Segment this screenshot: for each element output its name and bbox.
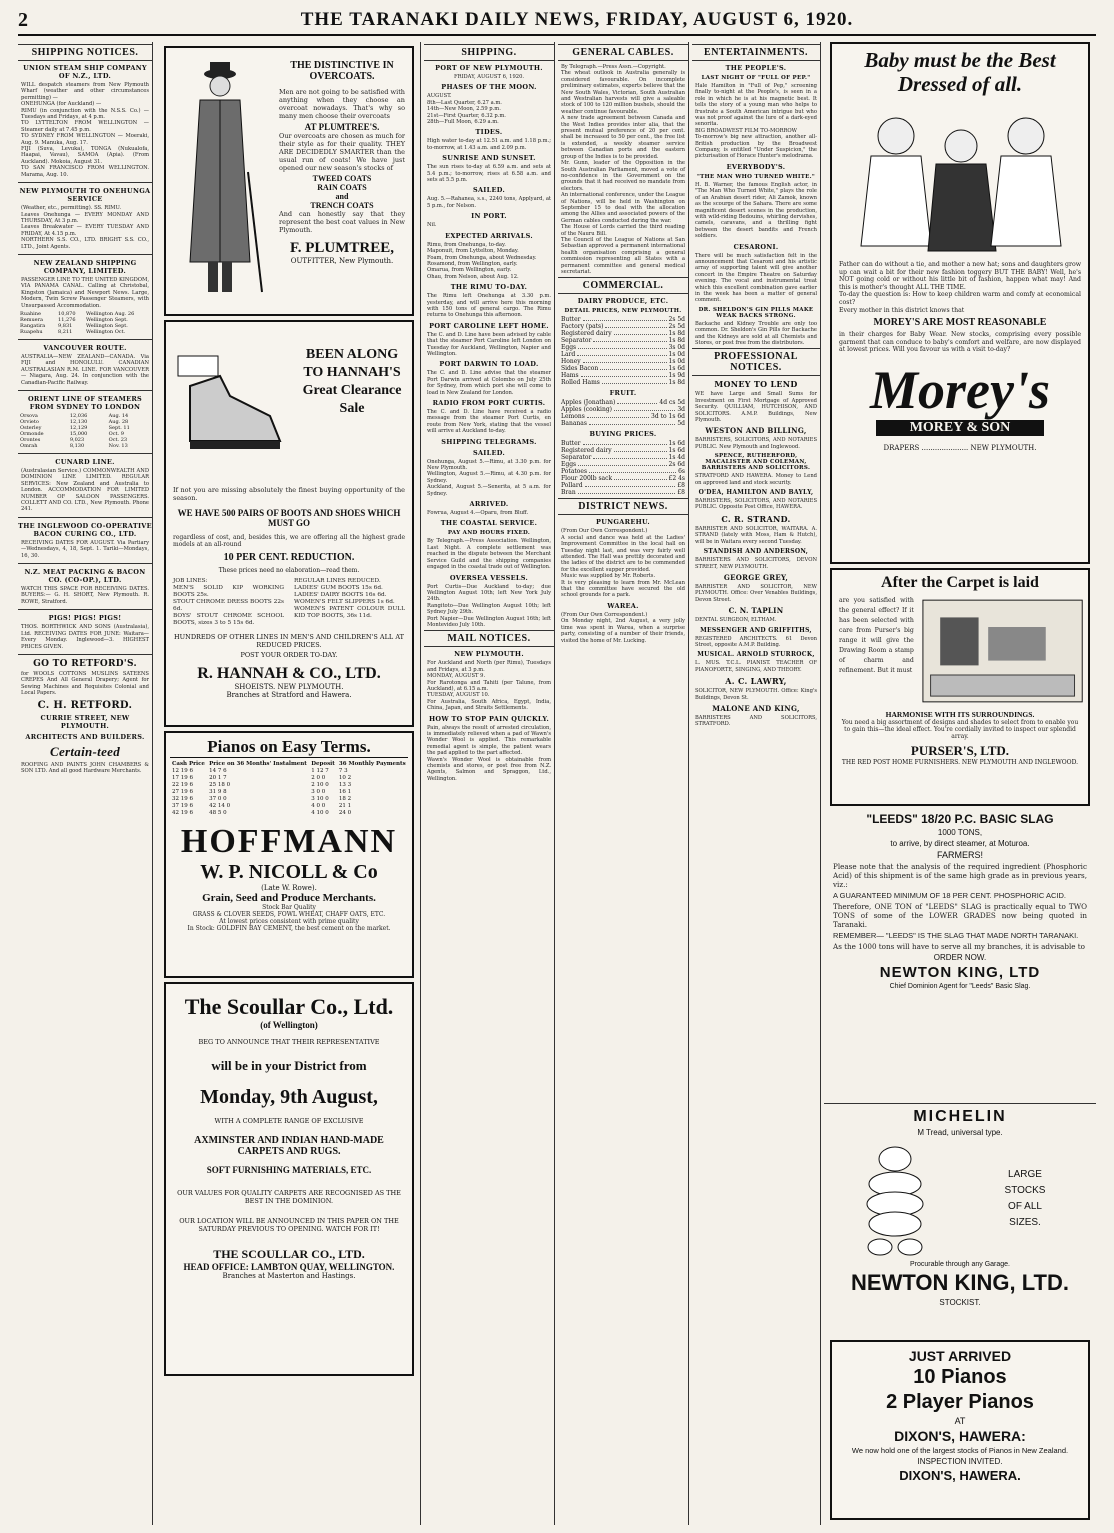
- table-row: Orvieto 12,130 Aug. 28: [20, 419, 129, 425]
- notice-body: STRATFORD AND HAWERA. Money to Lend on approved land and stock security.: [695, 473, 817, 486]
- hannah-ad: [164, 320, 414, 727]
- subheading: THE PEOPLE'S.: [725, 64, 787, 72]
- list-item: Eggs 2s 6d: [561, 461, 685, 469]
- article-body: High water to-day at 12.51 a.m. and 1.18 p.m.; to-morrow, at 1.43 a.m. and 2.09 p.m.: [427, 138, 551, 151]
- list-item: Registered dairy 1s 8d: [561, 330, 685, 338]
- subheading: CESARONI.: [733, 242, 779, 251]
- ad-body: Father can do without a tie, and mother a new hat; sons and daughters grow up can wait a bit for their new fashion toggery BUT THE BABY! Well, he's NOT going cold or without his little bit of fashion, happen what may! And this is mother's thought ALL THE TIME. To-day the question is: How to keep children warm and comfy at economical cost? Every mother in this district knows that: [839, 261, 1081, 314]
- article-body: The Rimu left Onehunga at 3.30 p.m. yesterday, and will arrive here this morning with 150 tons of general cargo. The Rimu returns to Onehunga this afternoon.: [427, 293, 551, 319]
- notice-body: BARRISTERS, SOLICITORS, AND NOTARIES PUBLIC. Opposite Post Office, HAWERA.: [695, 498, 817, 511]
- ad-body: are you satisfied with the general effect? If it has been selected with care from Purser's big range it will give the Drawing Room a stamp of charm and refinement. But it must: [839, 597, 914, 674]
- subheading: HOW TO STOP PAIN QUICKLY.: [428, 714, 550, 723]
- notice-title: MALONE AND KING,: [712, 703, 800, 713]
- ad-advertiser: R. HANNAH & CO., LTD.: [197, 665, 381, 682]
- table-row: 22 19 6 25 18 0 2 10 0 13 3: [172, 782, 352, 788]
- notice-title: MONEY TO LEND: [714, 379, 798, 390]
- article-body: Fowrua, August 4.—Oparu, from Bluff.: [427, 510, 529, 517]
- section-heading: DISTRICT NEWS.: [558, 498, 688, 515]
- ad-body: Therefore, ONE TON of "LEEDS" SLAG is practically equal to TWO TONS of some of the LOWER GRADES now being quoted in Taranaki.: [833, 902, 1087, 929]
- notice-body: WE have Large and Small Sums for Investment on First Mortgage of Approved Security. QUILLIAM, HUTCHISON, AND SOLICITORS. A.M.P. Buildings, New Plymouth.: [695, 391, 817, 424]
- ad-body: REGULAR LINES REDUCED. LADIES' GUM BOOTS 15s 6d. LADIES' DAIRY BOOTS 16s 6d. WOMEN'S FELT SLIPPERS 1s 6d. WOMEN'S PATENT COLOUR DULL KID TOP BOOTS, 36s 11d.: [294, 578, 405, 619]
- ad-heading: TWEED COATS RAIN COATS and TRENCH COATS: [310, 174, 374, 210]
- ad-body: PASSENGER LINE TO THE UNITED KINGDOM, VIA PANAMA CANAL. Calling at Christobal, Kingston (Jamaica) and Newport News. Large, Modern, Twin Screw Passenger Steamers, with Unsurpassed Accommodation.: [21, 276, 149, 309]
- ad-body: JOB LINES: MEN'S SOLID KIP WORKING BOOTS 25s. STOUT CHROME DRESS BOOTS 22s 6d. BOYS' STOUT CHROME SCHOOL BOOTS, sizes 3 to 5 15s 6d.: [173, 578, 284, 626]
- section-heading: PROFESSIONAL NOTICES.: [692, 348, 820, 376]
- subheading: PORT DARWIN TO LOAD.: [439, 360, 539, 369]
- table-row: 12 19 6 14 7 6 1 12 7 7 3: [172, 768, 348, 774]
- masthead-title: THE TARANAKI DAILY NEWS, FRIDAY, AUGUST 6, 1920.: [300, 9, 854, 30]
- ad-advertiser: W. P. NICOLL & Co: [200, 861, 378, 883]
- table-header: Cash Price Price on 36 Months' Instalment Deposit 36 Monthly Payments: [172, 761, 406, 767]
- ad-title: UNION STEAM SHIP COMPANY OF N.Z., LTD.: [23, 64, 147, 80]
- ad-heading: 10 PER CENT. REDUCTION.: [223, 552, 355, 563]
- ad-body: ARCHITECTS AND BUILDERS.: [25, 732, 145, 741]
- ad-address: DRAPERS ..................... NEW PLYMOUTH.: [883, 443, 1037, 452]
- article-body: The sun rises to-day at 6.59 a.m. and sets at 5.4 p.m.; to-morrow, rises at 6.58 a.m. and sets at 5.5 p.m.: [427, 164, 551, 184]
- ad-title: NEW ZEALAND SHIPPING COMPANY, LIMITED.: [33, 258, 137, 275]
- article-body: Rimu, from Onehunga, to-day. Maponuit, from Lyttelton, Monday. Foam, from Onehunga, about Wednesday. Rosamond, from Wellington, early. Omarua, from Wellington, early. Ohau, from Nelson, about Aug. 12.: [427, 241, 537, 280]
- michelin-man-icon: [830, 1139, 960, 1259]
- column-shipping-notices: [18, 42, 153, 1525]
- ad-advertiser: NEWTON KING, LTD: [879, 964, 1041, 981]
- notice-body: BARRISTERS AND SOLICITORS, STRATFORD.: [695, 714, 817, 728]
- list-item: Bran £8: [561, 489, 685, 497]
- subheading: PORT CAROLINE LEFT HOME.: [429, 321, 549, 330]
- notice-body: BARRISTERS, SOLICITORS, AND NOTARIES PUBLIC. New Plymouth and Inglewood.: [695, 437, 817, 450]
- list-item: Apples (cooking) 3d: [561, 406, 685, 414]
- ad-body: Procurable through any Garage.: [909, 1261, 1010, 1268]
- table-row: Rangatira 9,831 Wellington Sept.: [20, 322, 128, 329]
- notice-title: SPENCE, RUTHERFORD, MACALISTER AND COLEMAN, BARRISTERS AND SOLICITORS.: [701, 453, 811, 472]
- ad-address: Branches at Stratford and Hawera.: [226, 691, 352, 699]
- list-item: Flour 200lb sack £2 4s: [561, 475, 685, 483]
- ad-heading: FARMERS!: [936, 850, 983, 860]
- ad-heading: SOFT FURNISHING MATERIALS, ETC.: [206, 1165, 372, 1175]
- list-item: Bananas 5d: [561, 420, 685, 428]
- list-item: Rolled Hams 1s 8d: [561, 379, 685, 387]
- notice-title: MESSENGER AND GRIFFITHS,: [700, 626, 812, 634]
- notice-body: SOLICITOR, NEW PLYMOUTH. Office: King's Buildings, Devon St.: [695, 688, 817, 701]
- ad-body: WATCH THIS SPACE FOR RECEIVING DATES. BUYERS:— G. H. SHORT, New Plymouth. R. ROWE, Stratford.: [21, 586, 149, 605]
- subheading: IN PORT.: [471, 212, 507, 221]
- buying-price-list: [558, 440, 688, 496]
- article-body: Hale Hamilton in "Full of Pep," screening finally to-night at the People's, is seen in a role in which he is at his magnetic best. It tells the story of a young man who helps to frustrate a South American intrigue but who was not proof against the lure of a dark-eyed senorita. BIG BROADWEST FILM TO-MORROW To-morrow's big new attraction, another all-British production by the Broadwest Company, is entitled "Under Suspicion," the picturisation of Horace Hunter's melodrama.: [695, 83, 817, 160]
- section-heading: SHIPPING.: [424, 44, 554, 61]
- column-cables-commercial: [558, 42, 689, 1525]
- ad-title: ORIENT LINE OF STEAMERS FROM SYDNEY TO LONDON: [27, 395, 143, 411]
- ad-body: POST YOUR ORDER TO-DAY.: [240, 651, 338, 659]
- subheading: WAREA.: [607, 601, 639, 610]
- subheading: SHIPPING TELEGRAMS.: [441, 437, 537, 446]
- ad-title: NEW PLYMOUTH TO ONEHUNGA SERVICE: [19, 187, 151, 204]
- section-heading: SHIPPING NOTICES.: [18, 44, 152, 61]
- ad-body: As the 1000 tons will have to serve all my branches, it is advisable to: [833, 942, 1085, 951]
- ad-body: Chief Dominion Agent for "Leeds" Basic Slag.: [889, 983, 1031, 990]
- ad-body: Men are not going to be satisfied with anything when they choose an overcoat nowadays. That's why so many men choose their overcoats: [279, 88, 405, 120]
- list-item: Separator 1s 4d: [561, 454, 685, 462]
- list-item: Eggs 3s 0d: [561, 344, 685, 352]
- ad-brand: HOFFMANN: [180, 823, 398, 860]
- article-body: Nil.: [427, 222, 437, 229]
- ad-body: ROOFING AND PAINTS JOHN CHAMBERS & SON LTD. And all good Hardware Merchants.: [21, 761, 149, 774]
- steamer-table: [18, 311, 152, 335]
- article-body: (From Our Own Correspondent.) A social and dance was held at the Ladies' Improvement Committee in the local hall on Tuesday night last, and was very fairly well attended. The Hall was prettily decorated and the ladies of the district are to be commended for the excellent supper provided. Music was supplied by Mr. Roberts. It is very pleasing to learn from Mr. McLean that the committee have secured the old school grounds for a park.: [561, 528, 685, 599]
- article-body: Backache and Kidney Trouble are only too common. Dr. Sheldon's Gin Pills for Backache and the Kidneys are sold at all Chemists and Stores, or post free from the distributors.: [695, 320, 817, 346]
- subheading: DETAIL PRICES, NEW PLYMOUTH.: [564, 308, 682, 315]
- ad-address: OUTFITTER, New Plymouth.: [290, 257, 394, 265]
- dateline: FRIDAY, AUGUST 6, 1920.: [453, 74, 525, 80]
- scoullar-ad: [164, 982, 414, 1376]
- notice-body: REGISTERED ARCHITECTS. 61 Devon Street, opposite A.M.P. Building.: [695, 635, 817, 648]
- ad-heading: MOREY'S ARE MOST REASONABLE: [873, 317, 1047, 329]
- drawing-room-illustration: [921, 596, 1084, 706]
- ad-address: HEAD OFFICE: LAMBTON QUAY, WELLINGTON.: [183, 1262, 395, 1272]
- article-body: By Telegraph.—Press Assn.—Copyright. The wheat outlook in Australia generally is considered favourable. On incomplete preliminary estimates, experts believe that the New South Wales, Victorian, South Australian and Westralian harvests will give a saleable stock of 100 to 120 million bushels, should the weather continue favourable. A new trade agreement between Canada and the West Indies provides inter alia, that the present mutual preference of 20 per cent. shall be increased to 50 per cent., the free list is extended, a weekly steamer service between Canadian ports and the eastern group of the Indies is to be provided. Mr. Gunn, leader of the Opposition in the South Australian Parliament, moved a vote of no-confidence in the Government on the grounds that it had received no mandate from electors. An international conference, under the League of Nations, will be held in Washington on September 15 to deal with the allocation among the Allies and associated powers of the German cables conducted during the war. The House of Lords carried the third reading of the Nauru Bill. The Council of the League of Nations at San Sebastian approved a permanent international health organisation comprising a general commission representing all States with a permanent committee and general medical secretariat.: [561, 64, 685, 275]
- ad-advertiser: DIXON'S, HAWERA.: [899, 1468, 1021, 1483]
- ad-advertiser: F. PLUMTREE,: [289, 240, 395, 256]
- ad-address: THE RED POST HOME FURNISHERS. NEW PLYMOUTH AND INGLEWOOD.: [841, 759, 1079, 766]
- list-item: Lard 1s 0d: [561, 351, 685, 359]
- ad-body: STOCKIST.: [939, 1298, 981, 1307]
- ad-body: THOS. BORTHWICK AND SONS (Australasia), Ltd. RECEIVING DATES FOR JUNE: Waitara—Every Monday. Inglewood—3. HIGHEST PRICES GIVEN.: [21, 624, 149, 650]
- article-body: The C. and D. Line have received a radio message from the steamer Port Curtis, en route from New York, stating that the vessel will arrive at Auckland to-day.: [427, 409, 551, 435]
- subheading: LAST NIGHT OF "FULL OF PEP.": [701, 75, 811, 81]
- ad-advertiser: PURSER'S, LTD.: [910, 743, 1010, 758]
- ad-body: CURRIE STREET, NEW PLYMOUTH.: [40, 713, 130, 730]
- notice-title: MUSICAL. ARNOLD STURROCK,: [697, 651, 815, 659]
- table-row: 27 19 6 31 9 8 3 0 0 16 1: [172, 789, 352, 795]
- ad-title: VANCOUVER ROUTE.: [43, 343, 127, 352]
- list-item: Potatoes 6s: [561, 468, 685, 476]
- ad-heading: Monday, 9th August,: [200, 1086, 378, 1108]
- notice-title: STANDISH AND ANDERSON,: [703, 548, 809, 556]
- ad-body: AUSTRALIA—NEW ZEALAND—CANADA. Via FIJI and HONOLULU. CANADIAN AUSTRALASIAN R.M. LINE. FOR VANCOUVER — Niagara, Aug. 24. In conjunction with the Canadian-Pacific Railway.: [21, 353, 149, 386]
- subheading: TIDES.: [475, 128, 503, 137]
- table-row: Orsova 12,036 Aug. 14: [20, 413, 129, 419]
- ad-heading: JUST ARRIVED: [908, 1348, 1012, 1364]
- ad-body: 1000 TONS,: [937, 828, 983, 837]
- ad-title: N.Z. MEAT PACKING & BACON CO. (CO-OP.), LTD.: [24, 568, 146, 585]
- ad-advertiser: THE SCOULLAR CO., LTD.: [213, 1247, 365, 1261]
- list-item: Lemons 3d to 1s 6d: [561, 413, 685, 421]
- ad-title: THE INGLEWOOD CO-OPERATIVE BACON CURING CO., LTD.: [18, 521, 152, 538]
- ad-title: The Scoullar Co., Ltd.: [184, 994, 394, 1019]
- price-list: [558, 316, 688, 386]
- table-row: Ormonde 15,000 Oct. 9: [20, 431, 124, 437]
- man-in-overcoat-illustration: [170, 52, 270, 302]
- ad-body: Stock Bar Quality GRASS & CLOVER SEEDS, FOWL WHEAT, CHAFF OATS, ETC. At lowest prices consistent with prime quality In Stock: GOLDFIN BAY CEMENT, the best cement on the market.: [187, 904, 391, 932]
- table-row: Omrah 8,130 Nov. 13: [20, 443, 128, 449]
- ad-address: SHOEISTS. NEW PLYMOUTH.: [234, 683, 344, 691]
- article-body: (From Our Own Correspondent.) On Monday night, 2nd August, a very jolly time was spent in Warea, when a surprise party, consisting of a number of their friends, visited the home of Mr. Lucking.: [561, 611, 685, 644]
- notice-title: C. N. TAPLIN: [728, 606, 784, 616]
- subheading: DR. SHELDON'S GIN PILLS MAKE WEAK BACKS STRONG.: [698, 306, 814, 319]
- ad-body: for WOOLS COTTONS MUSLINS SATEENS CREPES And All General Drapery; Agent for Sewing Machines and Requisites Colonial and Local Papers.: [21, 670, 149, 697]
- ad-title: 2 Player Pianos: [886, 1391, 1034, 1413]
- plumtree-ad: [164, 46, 414, 316]
- ad-body: INSPECTION INVITED.: [917, 1457, 1003, 1466]
- ad-heading: REMEMBER— "LEEDS" IS THE SLAG THAT MADE NORTH TARANAKI.: [833, 931, 1079, 940]
- article-body: For Auckland and North (per Rimu), Tuesdays and Fridays, at 3 p.m. MONDAY, AUGUST 9. For Rarotonga and Tahiti (per Talune, from Auckland), at 6.15 a.m. TUESDAY, AUGUST 10. For Australia, South Africa, Egypt, India, China, Japan, and Straits Settlements.: [427, 660, 551, 712]
- table-row: 42 19 6 48 5 0 4 10 0 24 0: [172, 810, 352, 816]
- ad-body: These prices need no elaboration—read them.: [218, 567, 360, 574]
- subheading: BUYING PRICES.: [589, 430, 657, 439]
- table-row: 37 19 6 42 14 0 4 0 0 21 1: [172, 803, 352, 809]
- ad-title: CUNARD LINE.: [55, 458, 115, 466]
- subheading: PORT OF NEW PLYMOUTH.: [435, 64, 543, 72]
- ad-title: GO TO RETFORD'S.: [33, 658, 137, 669]
- ad-body: to arrive, by direct steamer, at Moturoa.: [890, 839, 1030, 848]
- notice-body: L. MUS. T.C.L. PIANIST. TEACHER OF PIANOFORTE, SINGING, AND THEORY.: [695, 660, 817, 673]
- ad-body: OUR VALUES FOR QUALITY CARPETS ARE RECOGNISED AS THE BEST IN THE DOMINION.: [177, 1189, 401, 1205]
- notice-title: WESTON AND BILLING,: [705, 426, 807, 436]
- article-body: There will be much satisfaction felt in the announcement that Cesaroni and his artistic array of supporting talent will give another concert in the Empire Theatre on Saturday evening. The vocal and instrumental treat which this excellent combination gave earlier in the week has been a matter of general comment.: [695, 252, 817, 304]
- list-item: Honey 1s 0d: [561, 358, 685, 366]
- ad-body: Our overcoats are chosen as much for their style as for their quality. THEY ARE DECIDEDLY SMARTER than the usual run of coats! We have just opened our new season's stocks of: [279, 132, 405, 172]
- section-heading: ENTERTAINMENTS.: [692, 44, 820, 61]
- list-item: Hams 1s 9d: [561, 372, 685, 380]
- list-item: Butter 1s 6d: [561, 440, 685, 448]
- ad-body: You need a big assortment of designs and shades to select from to enable you to gain this—the ideal effect. You're cordially invited to inspect our splendid array.: [841, 719, 1079, 740]
- subheading: RADIO FROM PORT CURTIS.: [432, 399, 546, 407]
- notice-title: O'DEA, HAMILTON AND BAYLY,: [698, 489, 814, 497]
- ad-title: BEEN ALONG TO HANNAH'S Great Clearance Sale: [302, 347, 402, 416]
- ad-body: We now hold one of the largest stocks of Pianos in New Zealand.: [851, 1446, 1069, 1455]
- ad-body: M Tread, universal type.: [917, 1128, 1003, 1137]
- subheading: SAILED.: [472, 448, 506, 457]
- table-row: Osterley 12,129 Sept. 11: [20, 425, 130, 431]
- ad-body: ORDER NOW.: [933, 953, 987, 962]
- subheading: ARRIVED.: [469, 500, 509, 509]
- ad-heading: LARGE STOCKS OF ALL SIZES.: [1004, 1169, 1046, 1228]
- michelin-ad: [830, 1108, 1090, 1336]
- article-body: The C. and D. Line have been advised by cable that the steamer Port Caroline left London on Tuesday for Auckland, Wellington, Napier and Wellington.: [427, 331, 551, 357]
- ad-body: AT: [954, 1416, 966, 1426]
- ad-title: 10 Pianos: [913, 1366, 1007, 1388]
- subheading: NEW PLYMOUTH.: [454, 650, 524, 659]
- ad-heading: will be in your District from: [211, 1058, 367, 1073]
- article-body: The C. and D. Line advise that the steamer Port Darwin arrived at Colombo on July 25th for Sydney, from which port she will come to load in New Zealand for London.: [427, 370, 551, 396]
- section-heading: COMMERCIAL.: [558, 277, 688, 294]
- table-row: Remuera 11,276 Wellington Sept.: [20, 316, 128, 323]
- ad-title: "LEEDS" 18/20 P.C. BASIC SLAG: [866, 812, 1054, 826]
- ad-title: Pianos on Easy Terms.: [170, 737, 408, 758]
- ad-body: Please note that the analysis of the required ingredient (Phosphoric Acid) of this shipment is of the same high grade as in previous years, viz.:: [833, 862, 1087, 889]
- subheading: OVERSEA VESSELS.: [449, 573, 529, 582]
- ad-body: WILL despatch steamers from New Plymouth Wharf (weather and other circumstances permitting) — ONEHUNGA (for Auckland) — RIMU (in conjunction with the N.S.S. Co.) — Tuesdays and Fridays, at 4 p.m. TO LYTTELTON FROM WELLINGTON — Steamer daily at 7.45 p.m. TO SYDNEY FROM WELLINGTON — Moeraki, Aug. 9. Manuka, Aug. 17. FIJI (Suva, Levuka), TONGA (Nukualofa, Haapai, Vavau), SAMOA (Apia). (From Auckland). Mokoia, August 31. TO SAN FRANCISCO FROM WELLINGTON. Marama, Aug. 10.: [21, 82, 149, 178]
- ad-body: (Late W. Rowe).: [261, 884, 317, 892]
- column-entertainments: [692, 42, 821, 1525]
- ad-heading: A GUARANTEED MINIMUM OF 18 PER CENT. PHOSPHORIC ACID.: [833, 891, 1066, 900]
- ad-body: (of Wellington): [260, 1020, 318, 1030]
- column-right-ads: [824, 42, 1096, 1525]
- table-row: Ruapehu 8,211 Wellington Oct.: [20, 328, 126, 335]
- notice-body: BARRISTER AND SOLICITOR, WAITARA. A. STRAND (lately with Moss, Ham & Hutch), will be in Waitara every second Tuesday.: [695, 525, 817, 545]
- ad-body: WITH A COMPLETE RANGE OF EXCLUSIVE: [214, 1117, 364, 1125]
- ad-advertiser: DIXON'S, HAWERA:: [894, 1428, 1026, 1444]
- column-advertisements: [158, 42, 421, 1525]
- subheading: SAILED.: [472, 186, 506, 195]
- ad-title: Baby must be the Best Dressed of all.: [864, 48, 1056, 96]
- ad-heading: AXMINSTER AND INDIAN HAND-MADE CARPETS AND RUGS.: [194, 1135, 384, 1157]
- column-shipping: [424, 42, 555, 1525]
- subheading: PAY AND HOURS FIXED.: [447, 530, 531, 537]
- table-row: Ruahine 10,870 Wellington Aug. 26: [20, 310, 135, 317]
- section-heading: GENERAL CABLES.: [558, 44, 688, 61]
- article-body: Port Curtis—Due Auckland to-day; due Wellington August 10th; left New York July 24th. Rangitoto—Due Wellington August 10th; left Sydney July 29th. Port Napier—Due Wellington August 16th; left Montevideo July 10th.: [427, 583, 551, 628]
- article-body: Aug. 5.—Rahanea, s.s., 2240 tons, Applyard, at 5 p.m., for Nelson.: [427, 196, 551, 209]
- subheading: EXPECTED ARRIVALS.: [445, 231, 533, 240]
- subheading: THE COASTAL SERVICE.: [440, 519, 538, 528]
- list-item: Factory (pats) 2s 5d: [561, 323, 685, 331]
- list-item: Sides Bacon 1s 6d: [561, 365, 685, 373]
- ad-brand: MOREY & SON: [876, 420, 1044, 436]
- ad-heading: HARMONISE WITH ITS SURROUNDINGS.: [885, 710, 1035, 719]
- article-body: Pain, always the result of arrested circulation, is immediately relieved when a pad of Wawn's Wonder Wool is applied. This remarkable remedial agent is simple, the patient wears the pad applied to the part affected. Wawn's Wonder Wool is obtainable from chemists and stores, or post free from N.Z. Agents, Salmon and Spraggon, Ltd., Wellington.: [427, 724, 551, 782]
- ad-brand: MICHELIN: [913, 1108, 1007, 1125]
- ad-body: in their charges for Baby Wear. New stocks, comprising every possible garment that can conduce to baby's comfort and welfare, are now displayed at lowest prices. Will you favour us with a visit to-day?: [839, 331, 1081, 354]
- ad-title: After the Carpet is laid: [881, 574, 1039, 591]
- children-illustration: [836, 96, 1086, 261]
- ad-body: OUR LOCATION WILL BE ANNOUNCED IN THIS PAPER ON THE SATURDAY PREVIOUS TO OPENING. WATCH FOR IT!: [179, 1217, 399, 1233]
- ad-heading: WE HAVE 500 PAIRS OF BOOTS AND SHOES WHICH MUST GO: [177, 508, 401, 528]
- article-body: Onehunga, August 5.—Rimu, at 3.30 p.m. for New Plymouth. Wellington, August 5.—Rimu, at 4.30 p.m. for Sydney. Auckland, August 5.—Senerita, at 5 a.m. for Sydney.: [427, 458, 551, 497]
- ad-body: HUNDREDS OF OTHER LINES IN MEN'S AND CHILDREN'S ALL AT REDUCED PRICES.: [173, 633, 404, 649]
- notice-title: C. R. STRAND.: [721, 513, 791, 524]
- ad-body: And can honestly say that they represent the best coat values in New Plymouth.: [279, 210, 405, 234]
- piano-price-table: [170, 761, 408, 817]
- article-body: AUGUST. 8th—Last Quarter, 6.27 a.m. 14th—New Moon, 2.59 p.m. 21st—First Quarter, 6.32 p.m. 28th—Full Moon, 6.29 a.m.: [427, 93, 506, 126]
- ad-heading: Grain, Seed and Produce Merchants.: [202, 892, 376, 904]
- ad-body: (Weather, etc., permitting). SS. RIMU. Leaves Onehunga — EVERY MONDAY AND THURSDAY, At 3 p.m. Leaves Breakwater — EVERY TUESDAY AND FRIDAY, At 4.15 p.m. NORTHERN S.S. CO., LTD. BRIGHT S.S. CO., LTD., Joint Agents.: [21, 205, 149, 250]
- article-body: By Telegraph.—Press Association. Wellington, Last Night. A complete settlement was reached in the dispute between the Merchant Service Guild and the shipping companies engaged in the coastal trade out of Wellington.: [427, 538, 551, 571]
- table-row: 17 19 6 20 1 7 2 0 0 10 2: [172, 775, 352, 781]
- ad-body: regardless of cost, and, besides this, we are offering all the highest grade models at an all-round: [173, 534, 405, 548]
- fruit-price-list: [558, 399, 688, 427]
- notice-body: BARRISTERS AND SOLICITORS, DEVON STREET, NEW PLYMOUTH.: [695, 557, 817, 570]
- subheading: PHASES OF THE MOON.: [441, 83, 537, 92]
- certainteed-logo: Certain-teed: [49, 743, 121, 759]
- shoe-illustration: [170, 326, 290, 476]
- masthead: [18, 6, 1096, 36]
- section-heading: MAIL NOTICES.: [424, 630, 554, 647]
- ad-body: If not you are missing absolutely the finest buying opportunity of the season.: [173, 486, 405, 502]
- ad-body: (Australasian Service.) COMMONWEALTH AND DOMINION LINE LIMITED. REGULAR SERVICES: New Zealand and Australia to London. ACCOMMODATION FOR LIMITED NUMBER OF SALOON PASSENGERS. COLLETT AND CO. LTD., New Plymouth. Phone 241.: [21, 468, 149, 513]
- leeds-slag-ad: [830, 812, 1090, 1097]
- subheading: "THE MAN WHO TURNED WHITE.": [696, 173, 816, 180]
- moreys-logo: Morey's: [870, 359, 1050, 420]
- article-body: H. B. Warner, the famous English actor, in "The Man Who Turned White," plays the role of an Arabian desert rider, Ali Zamok, known as the scourge of the Sahara. There are some magnificent desert scenes in the production, with wild-riding Bedouins, whirling dervishes, camels, caravans, and a thrilling fight between the desert bandits and French soldiers.: [695, 181, 817, 240]
- notice-title: A. C. LAWRY,: [725, 676, 787, 687]
- list-item: Separator 1s 8d: [561, 337, 685, 345]
- orient-table: [18, 413, 152, 449]
- dixons-ad: [830, 1340, 1090, 1520]
- morey-ad: [830, 42, 1090, 564]
- table-row: Orontes 9,023 Oct. 23: [20, 437, 128, 443]
- notice-body: BARRISTER AND SOLICITOR, NEW PLYMOUTH. Office: Over Venables Buildings, Devon Street.: [695, 583, 817, 603]
- subheading: EVERYBODY'S.: [726, 162, 786, 171]
- pursers-ad: [830, 568, 1090, 806]
- ad-advertiser: NEWTON KING, LTD.: [851, 1270, 1069, 1295]
- hoffmann-pianos-ad: [164, 731, 414, 978]
- notice-title: GEORGE GREY,: [723, 572, 789, 582]
- list-item: Pollard £8: [561, 482, 685, 490]
- subheading: SUNRISE AND SUNSET.: [442, 154, 536, 163]
- list-item: Registered dairy 1s 6d: [561, 447, 685, 455]
- subheading: PUNGAREHU.: [596, 518, 650, 527]
- subheading: DAIRY PRODUCE, ETC.: [577, 297, 669, 306]
- ad-body: RECEIVING DATES FOR AUGUST. Via Partiary—Wednesdays, 4, 18, Sept. 1. Tariki—Mondays, 16, 30.: [21, 539, 149, 559]
- subheading: FRUIT.: [609, 389, 637, 398]
- subheading: THE RIMU TO-DAY.: [450, 283, 528, 292]
- page-number: 2: [18, 8, 28, 31]
- list-item: Butter 2s 5d: [561, 316, 685, 324]
- table-row: 32 19 6 37 0 0 3 10 0 18 2: [172, 796, 352, 802]
- list-item: Apples (Jonathan) 4d cs 5d: [561, 399, 685, 407]
- ad-title: C. H. RETFORD.: [37, 699, 133, 711]
- ad-address: Branches at Masterton and Hastings.: [222, 1272, 356, 1280]
- ad-body: BEG TO ANNOUNCE THAT THEIR REPRESENTATIVE: [198, 1038, 380, 1046]
- ad-title: THE DISTINCTIVE IN OVERCOATS.: [290, 60, 394, 82]
- ad-title: PIGS! PIGS! PIGS!: [48, 614, 122, 623]
- notice-body: DENTAL SURGEON, ELTHAM.: [695, 617, 777, 624]
- ad-heading: AT PLUMTREE'S.: [304, 122, 380, 132]
